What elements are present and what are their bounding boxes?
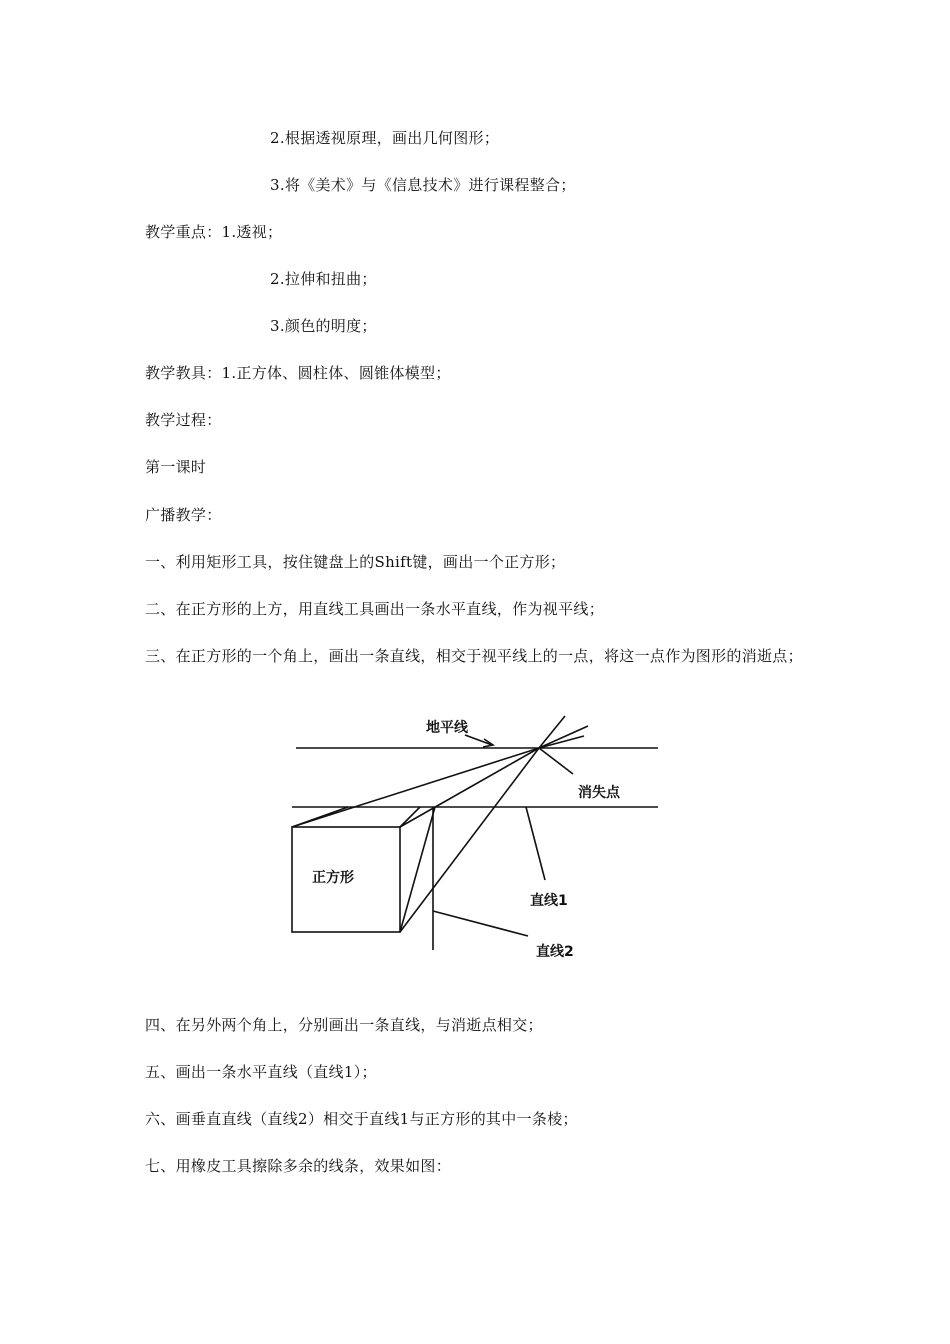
objective-item-3: 3.将《美术》与《信息技术》进行课程整合； [270,176,576,194]
perspective-diagram-svg [288,708,663,973]
label-line-1: 直线1 [530,893,568,909]
vanishing-line-2 [400,748,539,827]
step-2: 二、在正方形的上方，用直线工具画出一条水平直线，作为视平线； [145,600,605,618]
step-1: 一、利用矩形工具，按住键盘上的Shift键，画出一个正方形； [145,553,566,571]
key-points-heading: 教学重点：1.透视； [145,223,283,241]
step-7: 七、用橡皮工具擦除多余的线条，效果如图： [145,1157,452,1175]
ray-1 [539,716,565,748]
process-title: 教学过程： [145,411,222,429]
pointer-line-1 [526,807,545,880]
vanishing-line-3 [400,748,539,932]
lesson-title: 第一课时 [145,458,207,476]
objective-item-2: 2.根据透视原理，画出几何图形； [270,129,500,147]
square-bottom-right-edge [400,807,435,932]
step-4: 四、在另外两个角上，分别画出一条直线，与消逝点相交； [145,1016,543,1034]
pointer-horizon [465,735,492,745]
step-3: 三、在正方形的一个角上，画出一条直线，相交于视平线上的一点，将这一点作为图形的消逝点； [145,647,803,665]
key-point-item-2: 2.拉伸和扭曲； [270,270,377,288]
vanishing-line-1 [292,748,539,827]
label-line-2: 直线2 [536,944,574,960]
label-square: 正方形 [312,870,354,886]
label-horizon: 地平线 [426,720,468,736]
teaching-tools: 教学教具：1.正方体、圆柱体、圆锥体模型； [145,364,451,382]
step-6: 六、画垂直直线（直线2）相交于直线1与正方形的其中一条棱； [145,1110,578,1128]
key-point-item-3: 3.颜色的明度； [270,317,377,335]
pointer-vanishing-point [539,748,573,774]
perspective-diagram [288,708,663,973]
step-5: 五、画出一条水平直线（直线1）； [145,1063,377,1081]
pointer-line-2 [433,911,528,936]
broadcast-title: 广播教学： [145,506,222,524]
label-vanishing-point: 消失点 [578,785,620,801]
